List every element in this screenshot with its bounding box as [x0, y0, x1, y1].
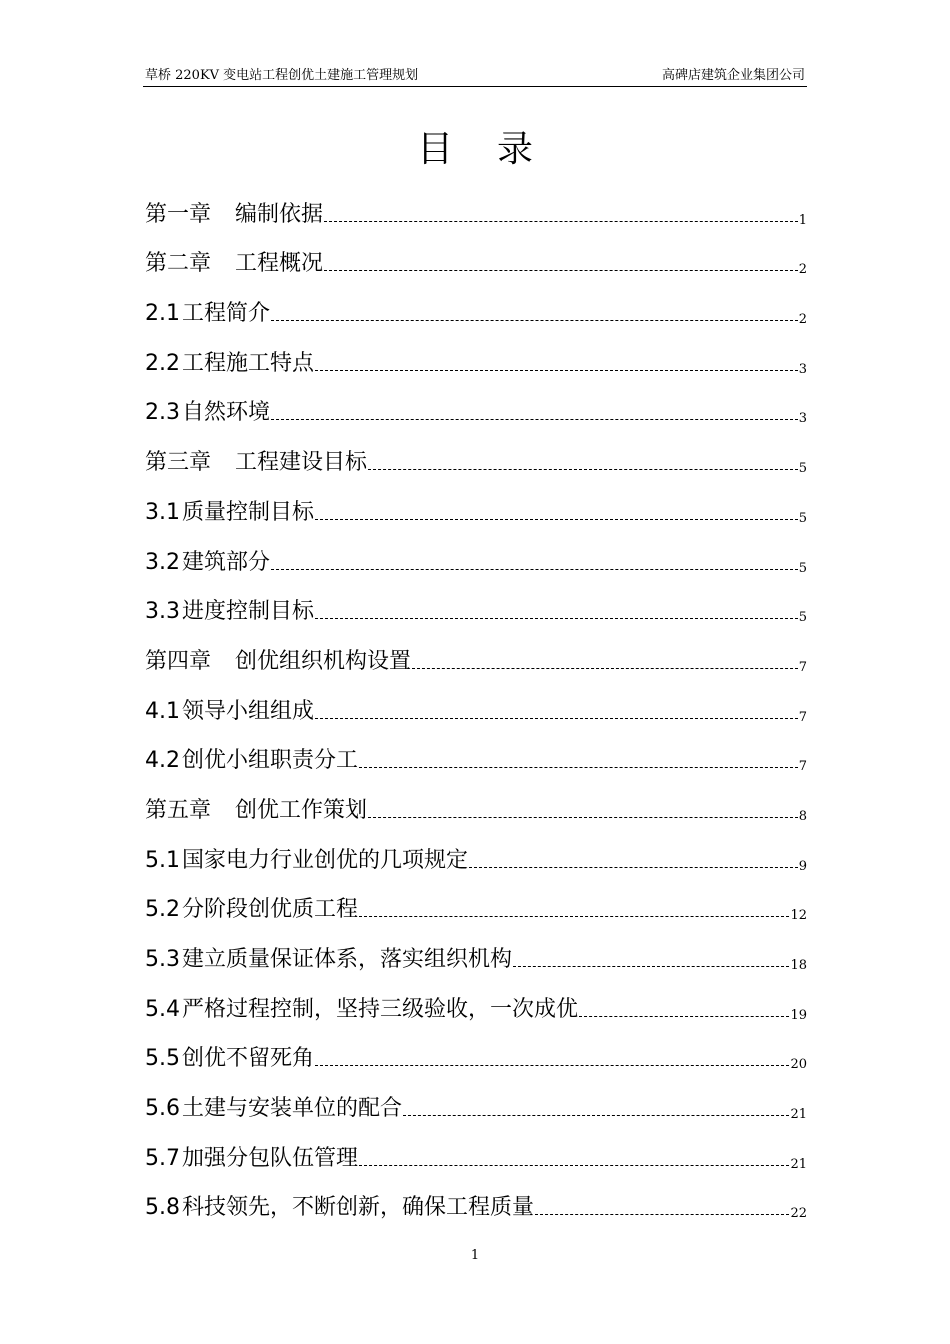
- toc-section-entry[interactable]: [145, 478, 807, 528]
- toc-entry-page-number: 7: [798, 759, 807, 775]
- toc-entry-title: 领导小组组成: [182, 698, 315, 724]
- toc-entry-number: 2.3: [145, 400, 180, 426]
- toc-entry-title: 编制依据: [235, 201, 324, 227]
- toc-entry-label: [145, 746, 358, 776]
- toc-entry-number: 5.3: [145, 947, 180, 972]
- toc-dot-leader: [368, 816, 798, 818]
- toc-section-entry[interactable]: [145, 975, 807, 1025]
- toc-entry-number: 第二章: [145, 251, 212, 277]
- toc-chapter-entry[interactable]: [145, 180, 807, 230]
- toc-entry-title: 质量控制目标: [182, 499, 315, 525]
- toc-dot-leader: [271, 418, 798, 420]
- toc-entry-title: 自然环境: [182, 400, 271, 426]
- toc-entry-title: 工程施工特点: [182, 350, 315, 376]
- toc-chapter-entry[interactable]: [145, 776, 807, 826]
- toc-section-entry[interactable]: [145, 925, 807, 975]
- toc-dot-leader: [513, 965, 789, 967]
- toc-section-entry[interactable]: [145, 329, 807, 379]
- toc-dot-leader: [579, 1015, 789, 1017]
- toc-entry-number: 2.1: [145, 301, 180, 327]
- toc-entry-label: [145, 995, 578, 1025]
- toc-entry-title: 土建与安装单位的配合: [182, 1096, 403, 1122]
- toc-entry-page-number: 18: [790, 958, 807, 973]
- toc-entry-title: 科技领先，不断创新，确保工程质量: [182, 1195, 535, 1221]
- toc-entry-label: [145, 1094, 402, 1124]
- toc-dot-leader: [324, 269, 798, 271]
- toc-dot-leader: [403, 1114, 789, 1116]
- toc-section-entry[interactable]: [145, 1174, 807, 1224]
- toc-entry-page-number: 5: [798, 610, 807, 626]
- toc-dot-leader: [315, 717, 798, 719]
- toc-entry-number: 5.1: [145, 847, 180, 873]
- table-of-contents: [145, 180, 807, 1223]
- toc-dot-leader: [271, 319, 798, 321]
- toc-section-entry[interactable]: [145, 826, 807, 876]
- toc-entry-page-number: 21: [790, 1156, 807, 1172]
- toc-entry-page-number: 19: [790, 1007, 807, 1023]
- toc-entry-number: 第一章: [145, 201, 212, 227]
- toc-entry-page-number: 2: [798, 312, 807, 328]
- toc-entry-page-number: 7: [798, 709, 807, 725]
- toc-entry-label: [145, 597, 314, 627]
- toc-entry-number: 第三章: [145, 450, 212, 476]
- toc-entry-number: 第四章: [145, 648, 212, 674]
- toc-entry-title: 工程概况: [235, 251, 324, 277]
- toc-dot-leader: [359, 1164, 789, 1166]
- toc-entry-title: 工程建设目标: [235, 450, 368, 476]
- toc-entry-label: [145, 398, 270, 428]
- toc-chapter-entry[interactable]: [145, 627, 807, 677]
- toc-entry-number: 5.8: [145, 1195, 180, 1221]
- toc-entry-title: 创优工作策划: [235, 797, 368, 823]
- toc-entry-title: 建立质量保证体系，落实组织机构: [182, 947, 513, 972]
- toc-section-entry[interactable]: [145, 528, 807, 578]
- toc-dot-leader: [469, 866, 798, 868]
- toc-entry-number: 4.2: [145, 748, 180, 774]
- page-header: [143, 66, 807, 87]
- toc-entry-label: [145, 200, 323, 230]
- toc-entry-number: 3.3: [145, 599, 180, 625]
- toc-entry-page-number: 20: [790, 1057, 807, 1073]
- toc-section-entry[interactable]: [145, 578, 807, 628]
- toc-entry-number: 2.2: [145, 350, 180, 376]
- toc-entry-number: 5.2: [145, 897, 180, 923]
- toc-entry-number: 5.6: [145, 1096, 180, 1122]
- toc-entry-label: [145, 548, 270, 578]
- toc-entry-title: 进度控制目标: [182, 599, 315, 625]
- toc-entry-page-number: 5: [798, 510, 807, 526]
- toc-dot-leader: [412, 667, 798, 669]
- toc-entry-label: [145, 647, 411, 677]
- toc-dot-leader: [315, 1064, 789, 1066]
- toc-dot-leader: [315, 518, 798, 520]
- toc-section-entry[interactable]: [145, 279, 807, 329]
- toc-entry-page-number: 22: [790, 1206, 807, 1222]
- toc-entry-page-number: 1: [798, 212, 807, 228]
- toc-entry-title: 严格过程控制，坚持三级验收，一次成优: [182, 996, 579, 1022]
- toc-entry-label: [145, 1044, 314, 1074]
- toc-entry-number: 第五章: [145, 797, 212, 823]
- toc-entry-label: [145, 498, 314, 528]
- toc-entry-number: 3.1: [145, 499, 180, 525]
- toc-section-entry[interactable]: [145, 677, 807, 727]
- toc-entry-label: [145, 697, 314, 727]
- toc-entry-title: 加强分包队伍管理: [182, 1145, 359, 1171]
- toc-section-entry[interactable]: [145, 876, 807, 926]
- toc-entry-label: [145, 945, 512, 975]
- toc-heading-char-2: 录: [497, 129, 534, 170]
- toc-dot-leader: [535, 1213, 789, 1215]
- toc-entry-label: [145, 1144, 358, 1174]
- toc-entry-page-number: 21: [790, 1107, 807, 1123]
- toc-entry-title: 工程简介: [182, 301, 271, 327]
- toc-entry-title: 建筑部分: [182, 549, 271, 575]
- toc-entry-label: [145, 895, 358, 925]
- header-company-name: 高碑店建筑企业集团公司: [661, 68, 805, 83]
- toc-entry-title: 国家电力行业创优的几项规定: [182, 847, 469, 873]
- toc-entry-label: [145, 249, 323, 279]
- toc-entry-title: 创优不留死角: [182, 1046, 315, 1072]
- toc-entry-number: 5.5: [145, 1046, 180, 1072]
- toc-section-entry[interactable]: [145, 379, 807, 429]
- toc-dot-leader: [315, 617, 798, 619]
- toc-entry-label: [145, 448, 367, 478]
- toc-entry-page-number: 7: [798, 659, 807, 675]
- toc-dot-leader: [368, 468, 798, 470]
- toc-entry-page-number: 3: [798, 411, 807, 427]
- toc-entry-number: 5.4: [145, 996, 180, 1022]
- toc-chapter-entry[interactable]: [145, 428, 807, 478]
- toc-entry-label: [145, 299, 270, 329]
- toc-entry-number: 3.2: [145, 549, 180, 575]
- toc-entry-number: 4.1: [145, 698, 180, 724]
- toc-dot-leader: [324, 220, 798, 222]
- toc-entry-page-number: 5: [798, 461, 807, 477]
- toc-entry-page-number: 5: [798, 560, 807, 576]
- toc-heading: [0, 122, 950, 178]
- toc-dot-leader: [271, 568, 798, 570]
- toc-entry-title: 创优小组职责分工: [182, 748, 359, 774]
- toc-entry-page-number: 2: [798, 262, 807, 278]
- toc-entry-title: 创优组织机构设置: [235, 648, 412, 674]
- toc-section-entry[interactable]: [145, 1124, 807, 1174]
- toc-section-entry[interactable]: [145, 1074, 807, 1124]
- toc-entry-page-number: 8: [798, 808, 807, 824]
- toc-entry-label: [145, 796, 367, 826]
- toc-dot-leader: [359, 766, 798, 768]
- toc-entry-page-number: 12: [790, 908, 807, 924]
- toc-entry-label: [145, 349, 314, 379]
- toc-entry-title: 分阶段创优质工程: [182, 897, 359, 923]
- toc-dot-leader: [359, 915, 789, 917]
- toc-section-entry[interactable]: [145, 727, 807, 777]
- toc-heading-char-1: 目: [416, 129, 453, 170]
- toc-entry-page-number: 3: [798, 361, 807, 377]
- footer-page-number: 1: [470, 1248, 480, 1263]
- toc-entry-page-number: 9: [798, 858, 807, 874]
- toc-entry-label: [145, 846, 468, 876]
- toc-section-entry[interactable]: [145, 1025, 807, 1075]
- toc-entry-number: 5.7: [145, 1145, 180, 1171]
- header-document-title: 草桥 220KV 变电站工程创优土建施工管理规划: [145, 68, 419, 83]
- toc-entry-label: [145, 1193, 534, 1223]
- toc-chapter-entry[interactable]: [145, 230, 807, 280]
- toc-dot-leader: [315, 369, 798, 371]
